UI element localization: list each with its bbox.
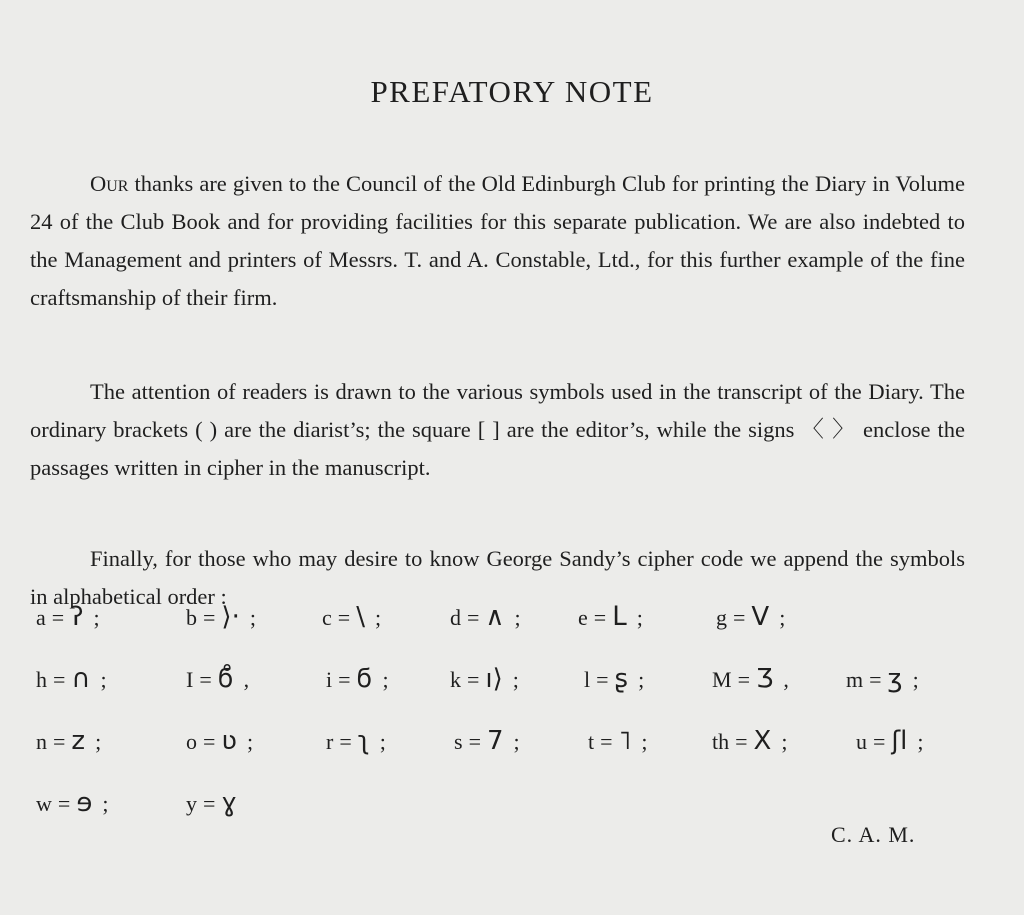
cipher-symbol: ʅ [357,726,370,756]
cipher-symbol: X [753,726,772,756]
cipher-symbol: ʒ [887,664,903,694]
cipher-entry: m = ʒ ; [846,664,919,694]
paragraph-acknowledgements-text: thanks are given to the Council of the Old Edinburgh Club for printing the Diary in Volume 24 of the Club Book and for providing facilities for this separate publication. We are also indebted to the Management and printers of Messrs. T. and A. Constable, Ltd., for this further example of the fine craftsmanship of their firm. [30,170,965,310]
cipher-symbol: ϭ̊ [217,664,234,694]
cipher-entry: n = z ; [36,726,102,756]
cipher-entry: h = ∩ ; [36,664,107,694]
cipher-entry: a = ʔ ; [36,602,100,632]
cipher-key-table [36,602,976,850]
cipher-entry: y = ɣ [186,788,237,818]
cipher-entry: M = Ʒ , [712,664,789,694]
cipher-entry: e = ᒪ ; [578,602,643,632]
cipher-entry: I = ϭ̊ , [186,664,250,694]
cipher-entry: th = X ; [712,726,788,756]
cipher-symbol: ϭ [356,664,373,694]
cipher-entry: g = V ; [716,602,786,632]
cipher-symbol: ɘ [76,788,93,818]
cipher-entry: i = ϭ ; [326,664,389,694]
lead-word: Our [90,170,129,196]
cipher-symbol: 7 [486,726,504,756]
page-title: PREFATORY NOTE [370,74,654,109]
cipher-entry: w = ɘ ; [36,788,109,818]
cipher-symbol: \ [356,602,365,632]
cipher-symbol: Ʒ [755,664,774,694]
cipher-symbol: ʋ [221,726,237,756]
cipher-symbol: V [751,602,770,632]
cipher-entry: d = ∧ ; [450,602,521,632]
cipher-symbol: ʔ [70,602,84,632]
cipher-symbol: ʂ [614,664,629,694]
cipher-symbol: ı⟩ [485,664,503,694]
paragraph-symbols [30,373,965,487]
cipher-symbol: ɣ [221,788,237,818]
cipher-symbol: ∩ [71,664,91,694]
cipher-entry: u = ʃl ; [856,726,924,756]
cipher-entry: o = ʋ ; [186,726,254,756]
cipher-symbol: ˥ [618,726,632,756]
cipher-symbol: z [71,726,86,756]
cipher-row [36,602,976,664]
cipher-row [36,726,976,788]
cipher-symbol: ⟩· [221,602,240,632]
cipher-entry: r = ʅ ; [326,726,386,756]
paragraph-cipher-intro-text: Finally, for those who may desire to know George Sandy’s cipher code we append the symbols in alphabetical order : [30,545,965,609]
paragraph-acknowledgements [30,165,965,317]
cipher-entry: s = 7 ; [454,726,520,756]
signature-initials: C. A. M. [831,822,916,847]
cipher-entry: l = ʂ ; [584,664,645,694]
cipher-row [36,664,976,726]
cipher-symbol: ʃl [891,726,908,756]
cipher-entry: k = ı⟩ ; [450,664,519,694]
cipher-entry: b = ⟩· ; [186,602,256,632]
cipher-entry: t = ˥ ; [588,726,648,756]
cipher-entry: c = \ ; [322,602,382,632]
cipher-symbol: ∧ [485,602,505,632]
paragraph-symbols-text: The attention of readers is drawn to the various symbols used in the transcript of the Diary. The ordinary brackets ( ) are the diarist’s; the square [ ] are the editor’s, while the signs 〈 〉 enclose the passages written in cipher in the manuscript. [30,378,965,480]
cipher-symbol: ᒪ [612,602,627,632]
